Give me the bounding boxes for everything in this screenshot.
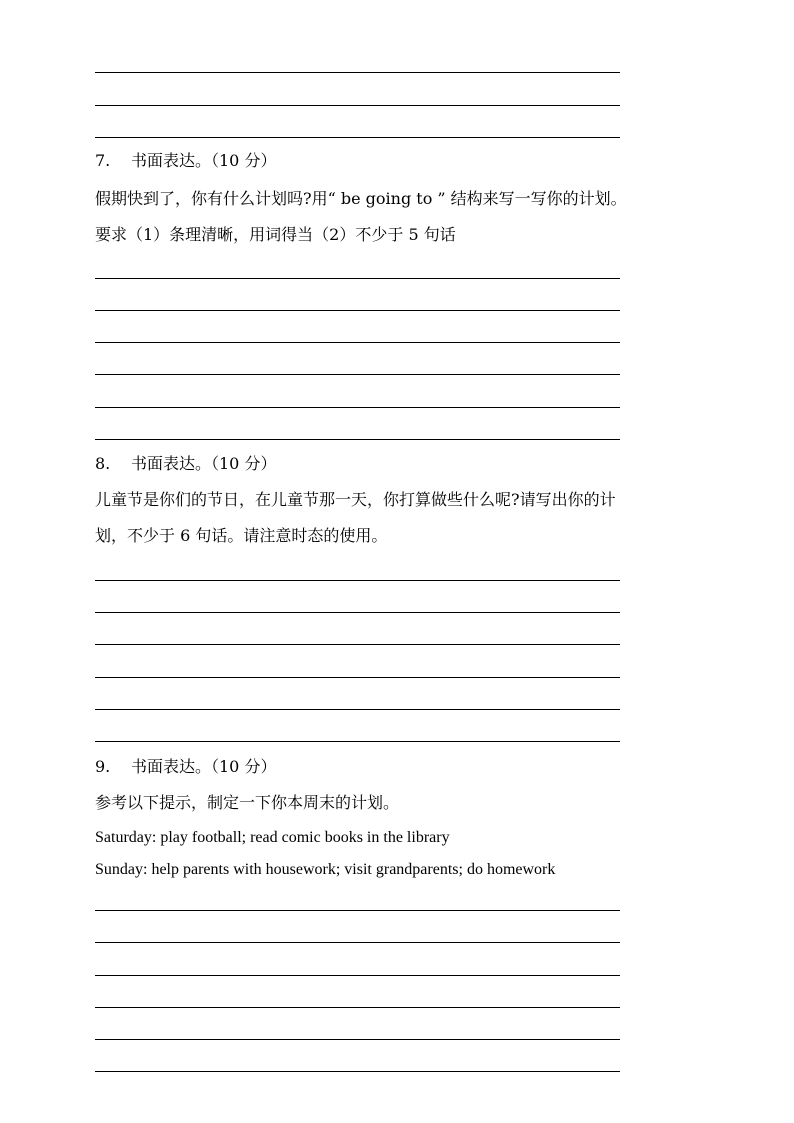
writing-line <box>95 709 620 710</box>
writing-line <box>95 677 620 678</box>
writing-line <box>95 910 620 911</box>
question-7-requirements: 要求（1）条理清晰，用词得当（2）不少于 5 句话 <box>95 225 456 244</box>
writing-line <box>95 137 620 138</box>
writing-line <box>95 407 620 408</box>
question-8-prompt-line-2: 划，不少于 6 句话。请注意时态的使用。 <box>95 526 388 545</box>
question-number: 7. <box>95 151 111 170</box>
question-9-sunday-hint: Sunday: help parents with housework; visit grandparents; do homework <box>95 861 556 878</box>
question-9-saturday-hint: Saturday: play football; read comic books in the library <box>95 829 450 846</box>
writing-line <box>95 278 620 279</box>
question-9-header <box>95 756 276 778</box>
writing-line <box>95 105 620 106</box>
question-title: 书面表达。（10 分） <box>131 151 277 170</box>
question-7-prompt: 假期快到了，你有什么计划吗?用“ be going to ” 结构来写一写你的计划。 <box>95 189 627 208</box>
writing-line <box>95 1039 620 1040</box>
question-9-prompt: 参考以下提示，制定一下你本周末的计划。 <box>95 793 400 812</box>
question-8-prompt-line-1: 儿童节是你们的节日，在儿童节那一天，你打算做些什么呢?请写出你的计 <box>95 490 616 509</box>
writing-line <box>95 741 620 742</box>
writing-line <box>95 72 620 73</box>
writing-line <box>95 439 620 440</box>
writing-line <box>95 310 620 311</box>
writing-line <box>95 374 620 375</box>
writing-line <box>95 612 620 613</box>
writing-line <box>95 1007 620 1008</box>
question-title: 书面表达。（10 分） <box>131 454 277 473</box>
question-7-header <box>95 150 276 172</box>
question-number: 9. <box>95 757 111 776</box>
writing-line <box>95 580 620 581</box>
writing-line <box>95 975 620 976</box>
question-8-header <box>95 453 276 475</box>
writing-line <box>95 644 620 645</box>
question-number: 8. <box>95 454 111 473</box>
writing-line <box>95 1071 620 1072</box>
writing-line <box>95 342 620 343</box>
writing-line <box>95 942 620 943</box>
question-title: 书面表达。（10 分） <box>131 757 277 776</box>
